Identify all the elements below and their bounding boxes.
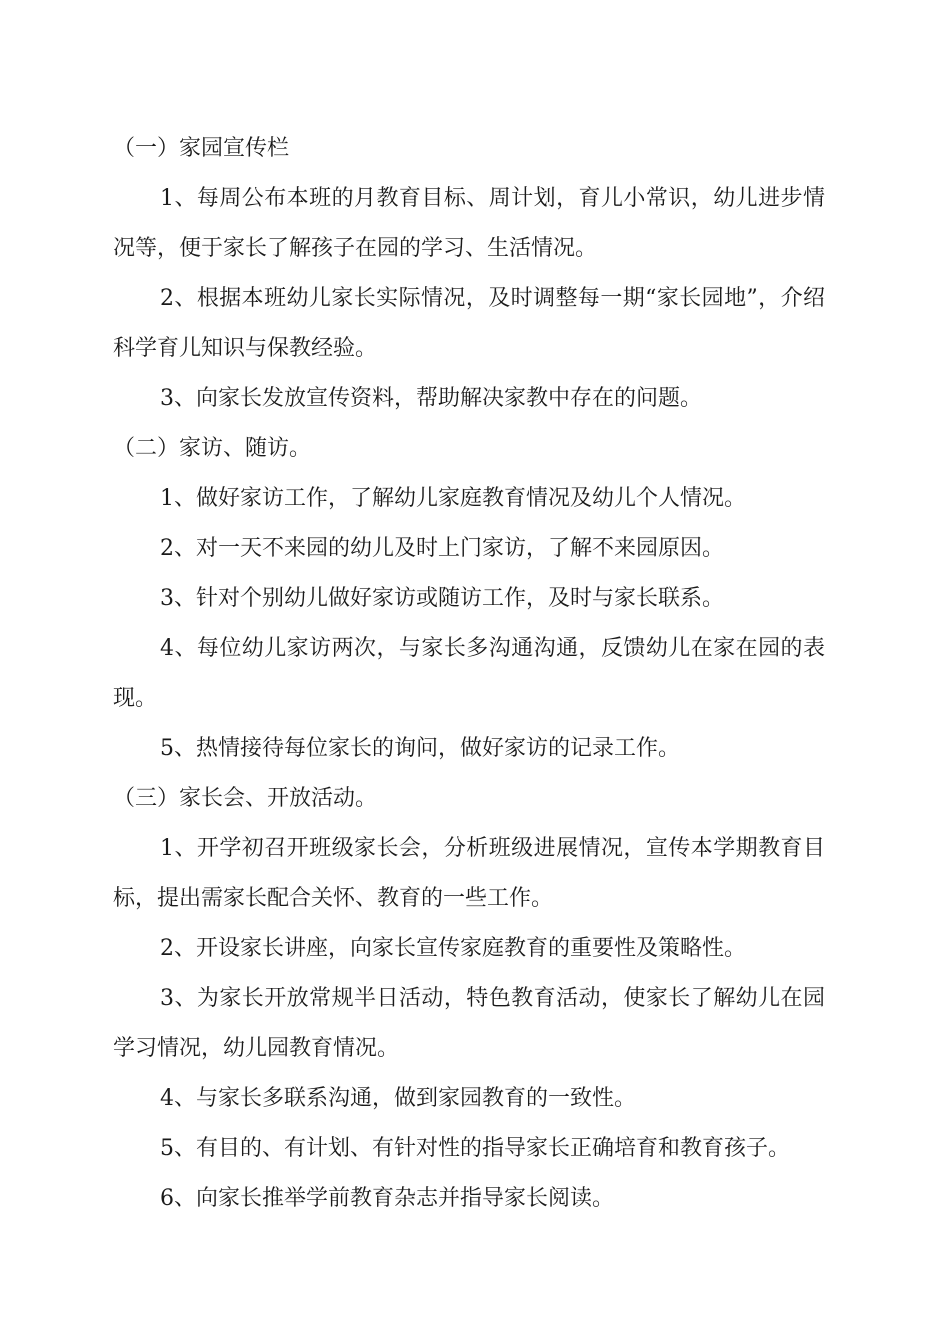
paragraph: 4、与家长多联系沟通，做到家园教育的一致性。 (160, 1086, 636, 1111)
paragraph: 1、开学初召开班级家长会，分析班级进展情况，宣传本学期教育目标，提出需家长配合关怀、教育的一些工作。 (113, 836, 825, 911)
paragraph: 6、向家长推举学前教育杂志并指导家长阅读。 (160, 1186, 614, 1211)
paragraph: 5、热情接待每位家长的询问，做好家访的记录工作。 (160, 736, 680, 761)
paragraph: 2、对一天不来园的幼儿及时上门家访，了解不来园原因。 (160, 536, 724, 561)
paragraph: 1、每周公布本班的月教育目标、周计划，育儿小常识，幼儿进步情况等，便于家长了解孩子在园的学习、生活情况。 (113, 186, 825, 261)
paragraph: 2、开设家长讲座，向家长宣传家庭教育的重要性及策略性。 (160, 936, 746, 961)
section-heading-3: （三）家长会、开放活动。 (113, 786, 378, 811)
section-heading-1: （一）家园宣传栏 (113, 136, 290, 161)
paragraph: 3、向家长发放宣传资料，帮助解决家教中存在的问题。 (160, 386, 702, 411)
paragraph: 3、针对个别幼儿做好家访或随访工作，及时与家长联系。 (160, 586, 724, 611)
paragraph: 3、为家长开放常规半日活动，特色教育活动，使家长了解幼儿在园学习情况，幼儿园教育情况。 (113, 986, 825, 1061)
section-heading-2: （二）家访、随访。 (113, 436, 312, 461)
document-body (113, 124, 825, 1224)
paragraph: 1、做好家访工作，了解幼儿家庭教育情况及幼儿个人情况。 (160, 486, 746, 511)
paragraph: 2、根据本班幼儿家长实际情况，及时调整每一期“家长园地”，介绍科学育儿知识与保教经验。 (113, 286, 825, 361)
paragraph: 4、每位幼儿家访两次，与家长多沟通沟通，反馈幼儿在家在园的表现。 (113, 636, 825, 711)
paragraph: 5、有目的、有计划、有针对性的指导家长正确培育和教育孩子。 (160, 1136, 790, 1161)
